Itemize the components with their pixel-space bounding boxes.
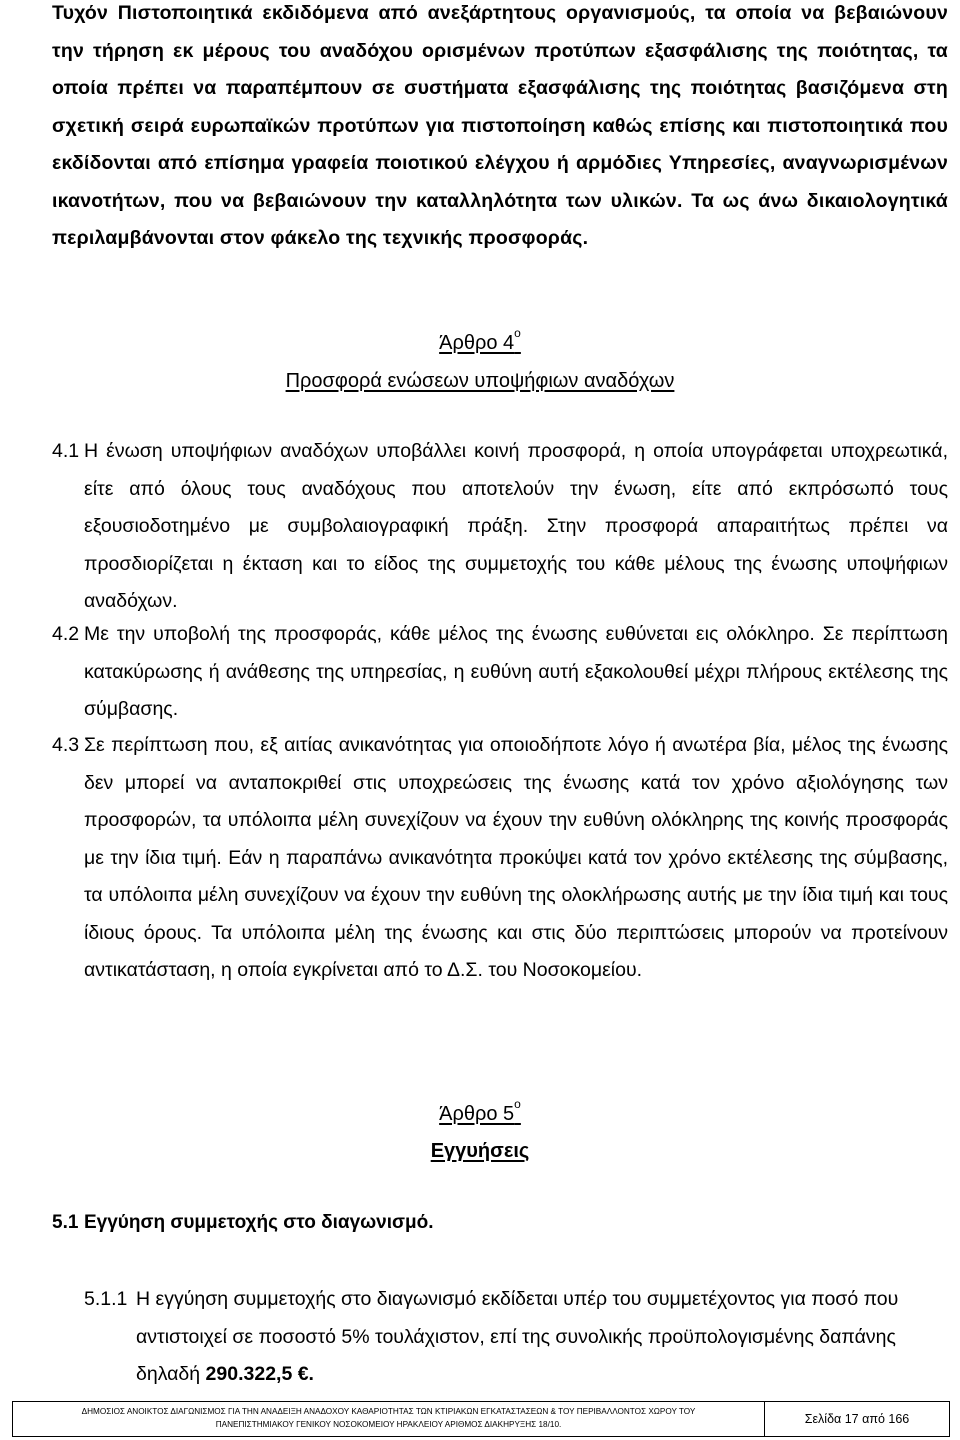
sub-item-text-wrapper — [136, 1281, 948, 1394]
article-5-title — [0, 1097, 960, 1126]
item-text: Η ένωση υποψήφιων αναδόχων υποβάλλει κοινή προσφορά, η οποία υπογράφεται υποχρεωτικά, είτε από όλους τους αναδόχους που αποτελούν την ένωση, είτε από εκπρόσωπό τους εξουσιοδοτημένο με συμβολαιογραφική πράξη. Στην προσφορά απαραιτήτως πρέπει να προσδιορίζεται η έκταση και το είδος της συμμετοχής του κάθε μέλους της ένωσης υποψήφιων αναδόχων. — [84, 440, 948, 612]
section-5-1-heading — [52, 1212, 434, 1234]
footer-line-1: ΔΗΜΟΣΙΟΣ ΑΝΟΙΚΤΟΣ ΔΙΑΓΩΝΙΣΜΟΣ ΓΙΑ ΤΗΝ ΑΝΑΔΕΙΞΗ ΑΝΑΔΟΧΟΥ ΚΑΘΑΡΙΟΤΗΤΑΣ ΤΩΝ ΚΤΙΡΙΑΚΩΝ ΕΓΚΑΤΑΣΤΑΣΕΩΝ & ΤΟΥ ΠΕΡΙΒΑΛΛΟΝΤΟΣ ΧΩΡΟΥ ΤΟΥ — [81, 1407, 696, 1416]
article-4-title-sup: ο — [514, 326, 521, 340]
article-5-subtitle — [0, 1140, 960, 1163]
section-5-1-1 — [84, 1281, 948, 1394]
article-4-title-text — [439, 326, 521, 354]
sub-item-text: Η εγγύηση συμμετοχής στο διαγωνισμό εκδίδεται υπέρ του συμμετέχοντος για ποσό που αντιστοιχεί σε ποσοστό 5% τουλάχιστον, επί της συνολικής προϋπολογισμένης δαπάνης δηλαδή — [136, 1288, 899, 1385]
intro-paragraph: Τυχόν Πιστοποιητικά εκδιδόμενα από ανεξάρτητους οργανισμούς, τα οποία να βεβαιώνουν την τήρηση εκ μέρους του αναδόχου ορισμένων προτύπων εξασφάλισης της ποιότητας, τα οποία πρέπει να παραπέμπουν σε συστήματα εξασφάλισης της ποιότητας βασιζόμενα στη σχετική σειρά ευρωπαϊκών προτύπων για πιστοποίηση καθώς επίσης και πιστοποιητικά που εκδίδονται από επίσημα γραφεία ποιοτικού ελέγχου ή αρμόδιες Υπηρεσίες, αναγνωρισμένων ικανοτήτων, που να βεβαιώνουν την καταλληλότητα των υλικών. Τα ως άνω δικαιολογητικά περιλαμβάνονται στον φάκελο της τεχνικής προσφοράς. — [52, 2, 948, 249]
footer-page-number: Σελίδα 17 από 166 — [804, 1412, 910, 1426]
article-5-title-sup: ο — [514, 1097, 521, 1111]
article-4-subtitle-text: Προσφορά ενώσεων υποψήφιων αναδόχων — [285, 370, 675, 392]
article-5-title-label: Άρθρο 5 — [439, 1102, 515, 1125]
guarantee-amount: 290.322,5 €. — [205, 1363, 314, 1385]
item-text: Σε περίπτωση που, εξ αιτίας ανικανότητας για οποιοδήποτε λόγο ή ανωτέρα βία, μέλος της ένωσης δεν μπορεί να ανταποκριθεί στις υποχρεώσεις της ένωσης κατά τον χρόνο αξιολόγησης των προσφορών, τα υπόλοιπα μέλη συνεχίζουν να έχουν την ευθύνη ολόκληρης της κοινής προσφοράς με την ίδια τιμή. Εάν η παραπάνω ανικανότητα προκύψει κατά τον χρόνο εκτέλεσης της σύμβασης, τα υπόλοιπα μέλη συνεχίζουν να έχουν την ευθύνη της ολοκλήρωσης αυτής με την ίδια τιμή και τους ίδιους όρους. Τα υπόλοιπα μέλη της ένωσης και στις δύο περιπτώσεις μπορούν να προτείνουν αντικατάσταση, η οποία εγκρίνεται από το Δ.Σ. του Νοσοκομείου. — [84, 734, 948, 981]
article-4-subtitle — [0, 370, 960, 393]
article-5-title-text — [439, 1097, 521, 1125]
item-number: 4.3 — [52, 734, 80, 756]
item-number: 4.2 — [52, 623, 80, 645]
section-title: Εγγύηση συμμετοχής στο διαγωνισμό. — [84, 1212, 434, 1233]
page-footer — [12, 1401, 950, 1437]
item-number: 4.1 — [52, 440, 80, 462]
article-4-title — [0, 326, 960, 355]
article-4-item-3 — [52, 727, 948, 990]
section-number: 5.1 — [52, 1212, 79, 1233]
article-4-title-label: Άρθρο 4 — [439, 331, 515, 354]
sub-item-number: 5.1.1 — [84, 1288, 128, 1310]
article-4-item-1 — [52, 433, 948, 621]
article-4-item-2 — [52, 616, 948, 729]
article-5-subtitle-text: Εγγυήσεις — [430, 1140, 530, 1162]
footer-tender-title — [13, 1402, 765, 1436]
item-text: Με την υποβολή της προσφοράς, κάθε μέλος της ένωσης ευθύνεται εις ολόκληρο. Σε περίπτωση κατακύρωσης ή ανάθεσης της υπηρεσίας, η ευθύνη αυτή εξακολουθεί μέχρι πλήρους εκτέλεσης της σύμβασης. — [84, 623, 948, 720]
footer-line-2: ΠΑΝΕΠΙΣΤΗΜΙΑΚΟΥ ΓΕΝΙΚΟΥ ΝΟΣΟΚΟΜΕΙΟΥ ΗΡΑΚΛΕΙΟΥ ΑΡΙΘΜΟΣ ΔΙΑΚΗΡΥΞΗΣ 18/10. — [215, 1420, 562, 1429]
